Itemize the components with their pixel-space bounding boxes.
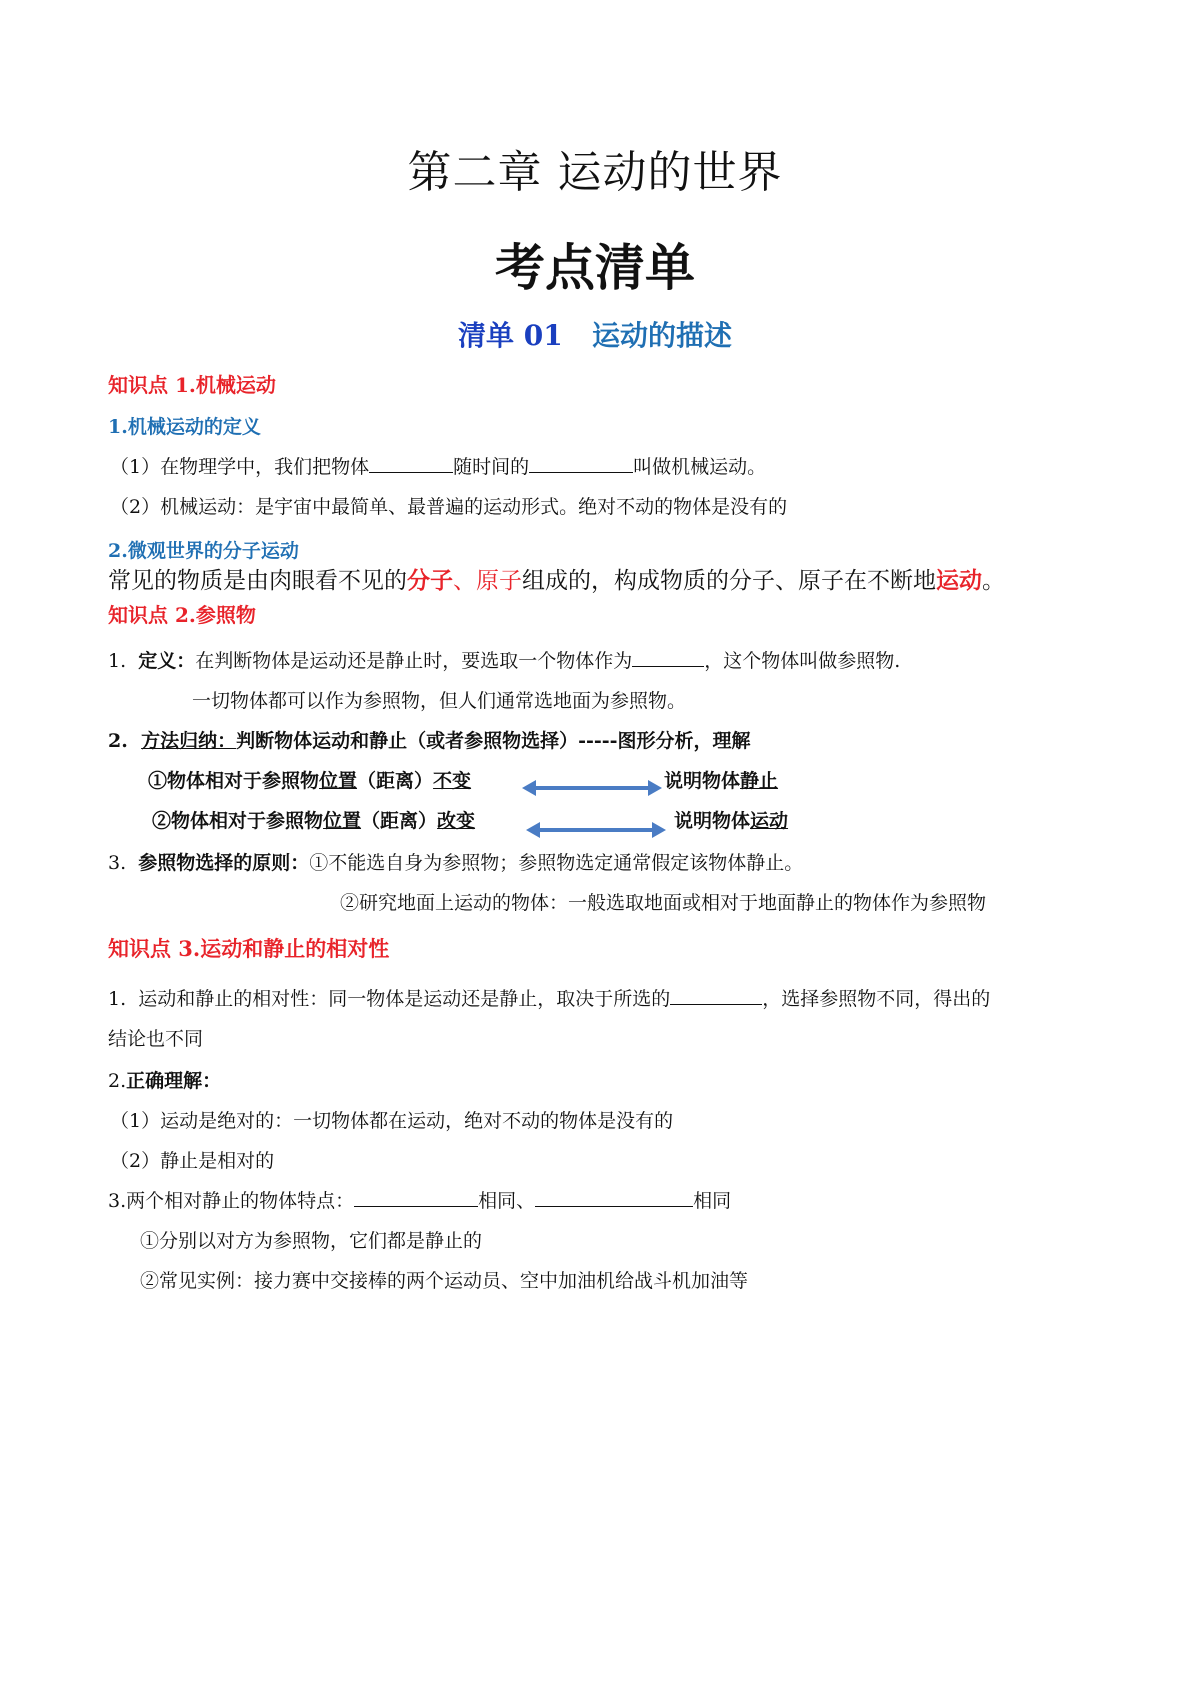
k3-item1-b: ，选择参照物不同，得出的 <box>762 988 991 1010</box>
k2-item1-label: 定义： <box>138 650 196 672</box>
k2-item2-num: 2. <box>108 730 128 752</box>
k3-line2: （2）静止是相对的 <box>110 1150 275 1172</box>
k2-item3-a: ①不能选自身为参照物；参照物选定通常假定该物体静止。 <box>309 852 804 874</box>
k1-sub2: 2.微观世界的分子运动 <box>108 540 299 562</box>
k1-line3-a: 常见的物质是由肉眼看不见的 <box>108 568 407 594</box>
k2-rel1-f: 静止 <box>740 770 779 792</box>
double-arrow-icon <box>522 778 662 798</box>
k2-rel2-f: 运动 <box>750 810 789 832</box>
k3-s1: ①分别以对方为参照物，它们都是静止的 <box>140 1230 483 1252</box>
k3-item1 <box>108 986 990 1012</box>
k2-rel2-c: （距离） <box>361 810 438 832</box>
k2-item3-b: ②研究地面上运动的物体：一般选取地面或相对于地面静止的物体作为参照物 <box>340 892 987 914</box>
k2-item1-a: 在判断物体是运动还是静止时，要选取一个物体作为 <box>195 650 633 672</box>
k3-item3-c: 相同 <box>693 1190 732 1212</box>
k3-item2 <box>108 1068 221 1094</box>
k1-line3 <box>108 566 1005 596</box>
k2-rel2-a: ②物体相对于参照物 <box>152 810 324 832</box>
list-title-name: 运动的描述 <box>591 319 732 352</box>
k3-item2-num: 2. <box>108 1070 127 1092</box>
k2-rel1-e: 说明物体 <box>664 770 741 792</box>
blank-1[interactable] <box>369 454 453 473</box>
k3-item1-cont: 结论也不同 <box>108 1028 204 1050</box>
k3-s2: ②常见实例：接力赛中交接棒的两个运动员、空中加油机给战斗机加油等 <box>140 1270 749 1292</box>
k2-rel2-b: 位置 <box>323 810 362 832</box>
chapter-title: 第二章 运动的世界 <box>407 147 783 198</box>
k2-rel1-c: （距离） <box>357 770 434 792</box>
k1-line1-c: 叫做机械运动。 <box>633 456 767 478</box>
blank-4[interactable] <box>670 986 762 1005</box>
k2-item1-note: 一切物体都可以作为参照物，但人们通常选地面为参照物。 <box>192 690 687 712</box>
blank-3[interactable] <box>632 648 704 667</box>
k2-item3 <box>108 850 803 876</box>
k3-item3-b: 相同、 <box>478 1190 536 1212</box>
k1-line1-b: 随时间的 <box>453 456 530 478</box>
blank-5[interactable] <box>354 1188 478 1207</box>
k2-rel2-d: 改变 <box>437 810 476 832</box>
list-title <box>0 318 1190 354</box>
k2-item2-label: 方法归纳： <box>141 730 237 752</box>
k1-line2: （2）机械运动：是宇宙中最简单、最普遍的运动形式。绝对不动的物体是没有的 <box>110 496 788 518</box>
k1-line3-d: 原子 <box>476 568 522 594</box>
k2-item3-num: 3. <box>108 852 127 874</box>
k2-item2-text: 判断物体运动和静止（或者参照物选择）-----图形分析，理解 <box>236 730 751 752</box>
k1-line3-c: 、 <box>453 568 476 594</box>
k2-heading: 知识点 2.参照物 <box>108 603 256 627</box>
k3-item3 <box>108 1188 731 1214</box>
double-arrow-icon <box>526 820 666 840</box>
k2-item2 <box>108 728 751 754</box>
k2-rel2-right <box>674 808 788 834</box>
k2-item1 <box>108 648 900 674</box>
k3-heading: 知识点 3.运动和静止的相对性 <box>108 936 390 961</box>
k3-item2-label: 正确理解： <box>126 1070 222 1092</box>
k2-rel2-e: 说明物体 <box>674 810 751 832</box>
k1-sub1: 1.机械运动的定义 <box>108 416 261 438</box>
k1-line1 <box>110 454 766 480</box>
list-title-prefix: 清单 01 <box>458 319 563 352</box>
k1-line3-b: 分子 <box>407 567 453 594</box>
k1-line3-e: 组成的，构成物质的分子、原子在不断地 <box>522 568 936 594</box>
k2-rel1-d: 不变 <box>433 770 472 792</box>
k1-line1-a: （1）在物理学中，我们把物体 <box>110 456 370 478</box>
k2-rel1-left <box>148 768 471 794</box>
k2-rel1-right <box>664 768 778 794</box>
blank-2[interactable] <box>529 454 633 473</box>
k3-item3-a: 3.两个相对静止的物体特点： <box>108 1190 355 1212</box>
k1-line3-f: 运动 <box>936 567 982 594</box>
k2-item3-label: 参照物选择的原则： <box>138 852 310 874</box>
k2-item1-num: 1. <box>108 650 127 672</box>
k1-heading: 知识点 1.机械运动 <box>108 373 276 397</box>
k2-rel1-b: 位置 <box>319 770 358 792</box>
k2-item1-b: ，这个物体叫做参照物. <box>704 650 901 672</box>
k3-item1-num: 1. <box>108 988 127 1010</box>
k3-item1-a: 运动和静止的相对性：同一物体是运动还是静止，取决于所选的 <box>138 988 671 1010</box>
k2-rel1-a: ①物体相对于参照物 <box>148 770 320 792</box>
main-title: 考点清单 <box>495 238 695 297</box>
k3-line1: （1）运动是绝对的：一切物体都在运动，绝对不动的物体是没有的 <box>110 1110 674 1132</box>
blank-6[interactable] <box>535 1188 693 1207</box>
k1-line3-g: 。 <box>982 568 1005 594</box>
k2-rel2-left <box>152 808 475 834</box>
